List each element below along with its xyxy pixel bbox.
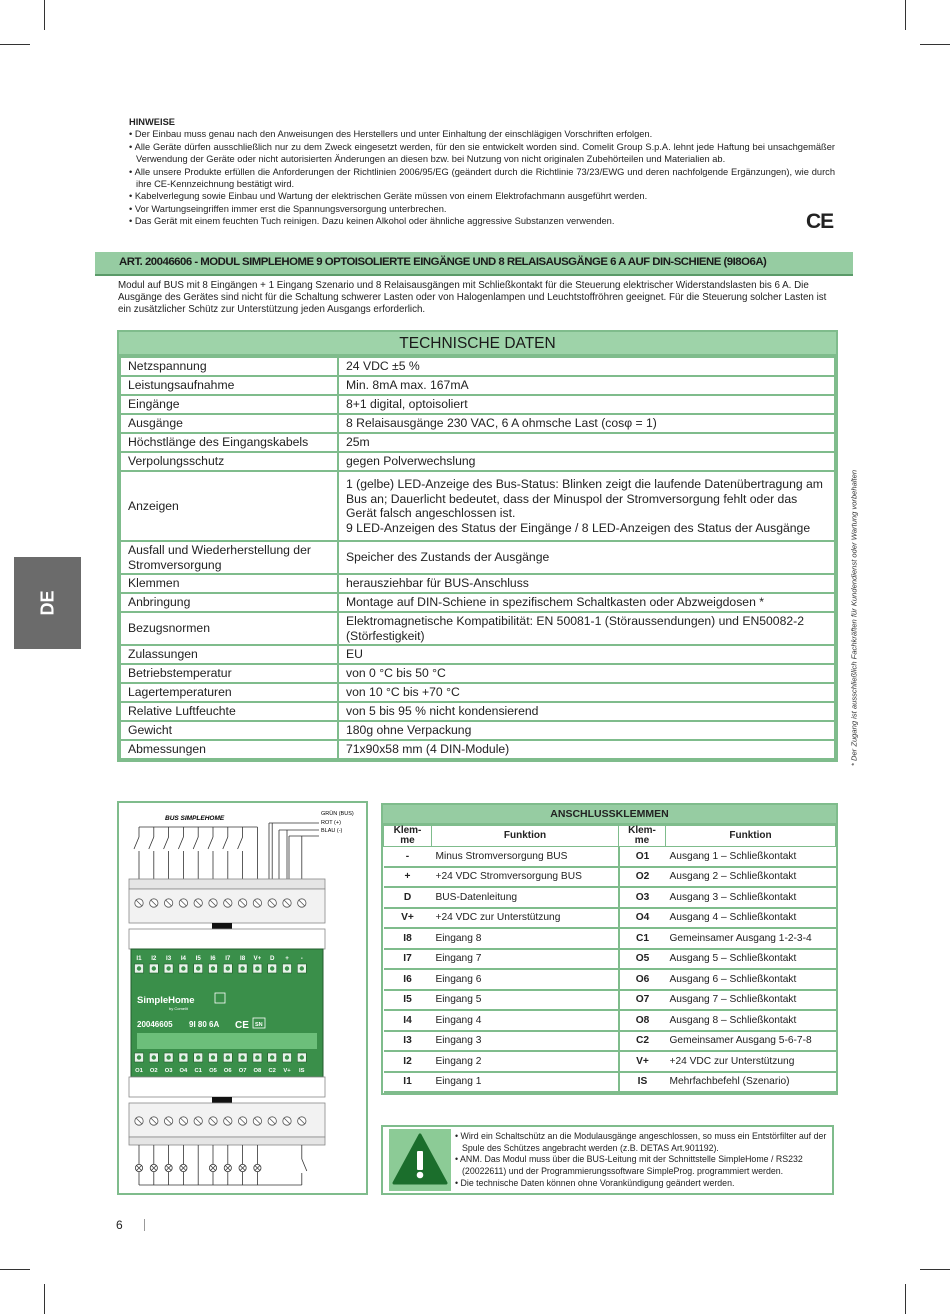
notes-section xyxy=(129,116,835,228)
terminal-label-top: - xyxy=(300,955,303,962)
terminal-code: O2 xyxy=(619,867,666,888)
notes-list xyxy=(129,128,835,227)
terminal-code: I3 xyxy=(384,1031,432,1052)
terminal-function: Ausgang 7 – Schließkontakt xyxy=(666,990,836,1011)
din-clip-bottom xyxy=(212,1097,232,1103)
terminal-code: O1 xyxy=(619,847,666,867)
tech-row xyxy=(120,471,835,541)
warning-item: • Wird ein Schaltschütz an die Modulausgänge angeschlossen, so muss ein Entstörfilter auf der Spule des Schützes angebracht werden (z.B. DETAS Art.901192). xyxy=(455,1131,827,1154)
note-item: • Kabelverlegung sowie Einbau und Wartung der elektrischen Geräte müssen von einem Elektrofachmann ausgeführt werden. xyxy=(129,190,835,202)
terminal-label-top: I8 xyxy=(240,955,246,962)
terminal-function: Ausgang 5 – Schließkontakt xyxy=(666,949,836,970)
side-note xyxy=(848,457,859,779)
terminal-function: +24 VDC zur Unterstützung xyxy=(432,908,619,929)
terminal-row xyxy=(384,1031,836,1052)
module-top-housing xyxy=(129,929,325,949)
tech-row xyxy=(120,664,835,683)
tech-row xyxy=(120,593,835,612)
terminal-led-dot xyxy=(211,966,215,970)
terminal-label-top: I6 xyxy=(210,955,216,962)
terminal-led-dot xyxy=(255,966,259,970)
crop-mark xyxy=(905,1284,906,1314)
article-title: ART. 20046606 - MODUL SIMPLEHOME 9 OPTOISOLIERTE EINGÄNGE UND 8 RELAISAUSGÄNGE 6 A AUF DIN-SCHIENE (9I8O6A) xyxy=(119,256,767,268)
terminal-row xyxy=(384,928,836,949)
terminal-code: C2 xyxy=(619,1031,666,1052)
tech-key: Ausgänge xyxy=(120,414,338,433)
terminal-function: Eingang 6 xyxy=(432,969,619,990)
terminal-led-dot xyxy=(181,1055,185,1059)
warning-item: • ANM. Das Modul muss über die BUS-Leitung mit der Schnittstelle SimpleHome / RS232 (20022611) und der Programmierungssoftware SimpleProg. programmiert werden. xyxy=(455,1154,827,1177)
page-separator xyxy=(144,1219,145,1231)
module-bottom-housing xyxy=(129,1077,325,1097)
terminal-led-dot xyxy=(300,966,304,970)
terminal-led-dot xyxy=(152,966,156,970)
input-switch xyxy=(223,837,228,849)
module-brand-sub: by Comelit xyxy=(169,1006,188,1011)
terminal-led-dot xyxy=(285,966,289,970)
tech-table xyxy=(119,356,836,760)
input-switch xyxy=(193,837,198,849)
terminal-label-top: I4 xyxy=(180,955,186,962)
terminal-code: O8 xyxy=(619,1010,666,1031)
terminal-label-bottom: V+ xyxy=(283,1068,291,1074)
crop-mark xyxy=(44,1284,45,1314)
terminal-code: O4 xyxy=(619,908,666,929)
input-switches xyxy=(134,823,302,879)
terminal-label-bottom: O8 xyxy=(253,1068,262,1074)
terminal-heading: ANSCHLUSSKLEMMEN xyxy=(383,805,836,825)
terminal-code: O5 xyxy=(619,949,666,970)
terminal-label-bottom: O7 xyxy=(238,1068,247,1074)
tech-row xyxy=(120,433,835,452)
input-switch xyxy=(134,837,139,849)
bus-wires xyxy=(269,823,319,888)
terminal-label-top: I7 xyxy=(225,955,231,962)
tech-value: gegen Polverwechslung xyxy=(338,452,835,471)
terminal-code: V+ xyxy=(384,908,432,929)
module-label-strip xyxy=(137,1033,317,1049)
tech-row xyxy=(120,612,835,645)
terminal-code: I5 xyxy=(384,990,432,1011)
terminal-grid xyxy=(383,825,836,1093)
tech-row xyxy=(120,541,835,574)
terminal-function: Minus Stromversorgung BUS xyxy=(432,847,619,867)
terminal-row xyxy=(384,867,836,888)
terminal-led-dot xyxy=(240,1055,244,1059)
module-bottom-rail xyxy=(129,1137,325,1145)
terminal-function: Eingang 8 xyxy=(432,928,619,949)
tech-key: Eingänge xyxy=(120,395,338,414)
input-switch xyxy=(238,837,243,849)
warning-box xyxy=(381,1125,834,1195)
terminal-led-dot xyxy=(181,966,185,970)
scenario-switch xyxy=(302,1159,307,1171)
tech-value: von 5 bis 95 % nicht kondensierend xyxy=(338,702,835,721)
tech-value: herausziehbar für BUS-Anschluss xyxy=(338,574,835,593)
tech-value: Montage auf DIN-Schiene in spezifischem Schaltkasten oder Abzweigdosen * xyxy=(338,593,835,612)
terminal-led-dot xyxy=(226,966,230,970)
terminal-function: Eingang 3 xyxy=(432,1031,619,1052)
tech-value: 25m xyxy=(338,433,835,452)
notes-title: HINWEISE xyxy=(129,117,175,127)
terminal-code: V+ xyxy=(619,1051,666,1072)
terminal-code: O3 xyxy=(619,887,666,908)
technical-data-table xyxy=(117,330,838,762)
language-tab-label: DE xyxy=(37,590,57,616)
terminal-led-dot xyxy=(300,1055,304,1059)
output-loads xyxy=(135,1145,306,1185)
terminal-code: I7 xyxy=(384,949,432,970)
terminal-row xyxy=(384,847,836,867)
terminal-label-bottom: O1 xyxy=(135,1068,143,1074)
col-terminal: Klem-me xyxy=(619,826,666,847)
terminal-label-bottom: C1 xyxy=(194,1068,202,1074)
terminal-row xyxy=(384,908,836,929)
terminal-label-bottom: O2 xyxy=(149,1068,158,1074)
tech-row xyxy=(120,721,835,740)
terminal-label-top: D xyxy=(269,955,275,962)
tech-key: Ausfall und Wiederherstellung der Stromversorgung xyxy=(120,541,338,574)
tech-key: Zulassungen xyxy=(120,645,338,664)
col-function: Funktion xyxy=(432,826,619,847)
tech-key: Lagertemperaturen xyxy=(120,683,338,702)
tech-row xyxy=(120,645,835,664)
terminal-code: O7 xyxy=(619,990,666,1011)
crop-mark xyxy=(0,44,30,45)
terminal-led-dot xyxy=(196,966,200,970)
col-function: Funktion xyxy=(666,826,836,847)
terminal-function: Eingang 2 xyxy=(432,1051,619,1072)
terminal-function: Gemeinsamer Ausgang 5-6-7-8 xyxy=(666,1031,836,1052)
terminal-led-dot xyxy=(255,1055,259,1059)
module-ce-icon: CE xyxy=(235,1020,249,1031)
terminal-label-bottom: IS xyxy=(299,1068,305,1074)
warning-icon xyxy=(389,1129,451,1191)
terminal-code: I6 xyxy=(384,969,432,990)
terminal-led-dot xyxy=(270,966,274,970)
note-item: • Das Gerät mit einem feuchten Tuch reinigen. Dazu keinen Alkohol oder ähnliche aggressive Substanzen verwenden. xyxy=(129,215,835,227)
tech-key: Netzspannung xyxy=(120,357,338,376)
crop-mark xyxy=(905,0,906,30)
terminal-function: Mehrfachbefehl (Szenario) xyxy=(666,1072,836,1093)
terminal-function: Ausgang 2 – Schließkontakt xyxy=(666,867,836,888)
terminal-code: I1 xyxy=(384,1072,432,1093)
tech-key: Anbringung xyxy=(120,593,338,612)
tech-value: Min. 8mA max. 167mA xyxy=(338,376,835,395)
side-note-text: * Der Zugang ist ausschließlich Fachkräften für Kundendienst oder Wartung vorbehalten xyxy=(849,469,858,767)
col-terminal: Klem-me xyxy=(384,826,432,847)
terminal-function: Ausgang 3 – Schließkontakt xyxy=(666,887,836,908)
terminal-row xyxy=(384,887,836,908)
terminal-function: +24 VDC zur Unterstützung xyxy=(666,1051,836,1072)
terminal-function: Eingang 4 xyxy=(432,1010,619,1031)
tech-value: 8+1 digital, optoisoliert xyxy=(338,395,835,414)
terminal-function: Ausgang 6 – Schließkontakt xyxy=(666,969,836,990)
bus-label: BUS SIMPLEHOME xyxy=(165,815,225,822)
terminal-led-dot xyxy=(137,966,141,970)
terminal-row xyxy=(384,969,836,990)
terminal-function: Eingang 7 xyxy=(432,949,619,970)
tech-row xyxy=(120,357,835,376)
tech-row xyxy=(120,683,835,702)
terminal-function: Eingang 5 xyxy=(432,990,619,1011)
crop-mark xyxy=(44,0,45,30)
module-top-rail xyxy=(129,879,325,889)
terminal-function: Gemeinsamer Ausgang 1-2-3-4 xyxy=(666,928,836,949)
warning-item: • Die technische Daten können ohne Vorankündigung geändert werden. xyxy=(455,1178,827,1190)
module-code: 20046605 xyxy=(137,1020,173,1029)
tech-value: von 10 °C bis +70 °C xyxy=(338,683,835,702)
terminal-label-top: V+ xyxy=(253,955,262,962)
tech-row xyxy=(120,574,835,593)
tech-key: Abmessungen xyxy=(120,740,338,759)
tech-row xyxy=(120,740,835,759)
input-switch xyxy=(164,837,169,849)
crop-mark xyxy=(920,1269,950,1270)
input-switch xyxy=(178,837,183,849)
ce-mark-icon: CE xyxy=(806,210,834,233)
terminal-row xyxy=(384,1072,836,1093)
din-clip-top xyxy=(212,923,232,929)
terminal-label-top: I5 xyxy=(195,955,201,962)
terminal-code: - xyxy=(384,847,432,867)
terminal-label-bottom: O4 xyxy=(179,1068,188,1074)
page-number: 6 xyxy=(116,1218,123,1232)
tech-row xyxy=(120,395,835,414)
terminal-code: + xyxy=(384,867,432,888)
terminal-row xyxy=(384,990,836,1011)
terminal-label-bottom: O6 xyxy=(223,1068,232,1074)
tech-value: 1 (gelbe) LED-Anzeige des Bus-Status: Blinken zeigt die laufende Datenübertragung am Bus an; Dauerlicht bedeutet, dass der Minuspol der Stromversorgung fehlt oder das Gerät falsch angeschlossen ist. 9 LED-Anzeigen des Status der Eingänge / 8 LED-Anzeigen des Status der Ausgänge xyxy=(338,471,835,541)
tech-value: 180g ohne Verpackung xyxy=(338,721,835,740)
tech-row xyxy=(120,452,835,471)
tech-key: Betriebstemperatur xyxy=(120,664,338,683)
technical-data-heading: TECHNISCHE DATEN xyxy=(119,332,836,356)
crop-mark xyxy=(920,44,950,45)
warning-list xyxy=(455,1131,827,1190)
wire-label: GRÜN (BUS) xyxy=(321,811,354,817)
terminal-label-top: I2 xyxy=(151,955,157,962)
module-model: 9I 80 6A xyxy=(189,1020,220,1029)
terminal-label-bottom: O5 xyxy=(209,1068,217,1074)
terminal-function: Ausgang 4 – Schließkontakt xyxy=(666,908,836,929)
terminal-led-dot xyxy=(166,966,170,970)
module-brand: SimpleHome xyxy=(137,995,195,1006)
note-item: • Der Einbau muss genau nach den Anweisungen des Herstellers und unter Einhaltung der einschlägigen Vorschriften erfolgen. xyxy=(129,128,835,140)
wire-label: BLAU (-) xyxy=(321,828,343,834)
terminal-row xyxy=(384,949,836,970)
terminal-led-dot xyxy=(152,1055,156,1059)
input-switch xyxy=(208,837,213,849)
note-item: • Vor Wartungseingriffen immer erst die Spannungsversorgung unterbrechen. xyxy=(129,203,835,215)
tech-value: Elektromagnetische Kompatibilität: EN 50081-1 (Störaussendungen) und EN50082-2 (Störfestigkeit) xyxy=(338,612,835,645)
article-title-bar xyxy=(95,252,853,276)
terminal-code: I8 xyxy=(384,928,432,949)
terminal-code: O6 xyxy=(619,969,666,990)
tech-value: 8 Relaisausgänge 230 VAC, 6 A ohmsche Last (cosφ = 1) xyxy=(338,414,835,433)
terminal-led-dot xyxy=(240,966,244,970)
terminal-led-dot xyxy=(270,1055,274,1059)
terminal-function: Ausgang 1 – Schließkontakt xyxy=(666,847,836,867)
terminal-code: IS xyxy=(619,1072,666,1093)
tech-value: 24 VDC ±5 % xyxy=(338,357,835,376)
terminal-led-dot xyxy=(166,1055,170,1059)
terminal-row xyxy=(384,1010,836,1031)
wiring-diagram xyxy=(117,801,368,1195)
terminal-function: Ausgang 8 – Schließkontakt xyxy=(666,1010,836,1031)
intro-text: Modul auf BUS mit 8 Eingängen + 1 Eingang Szenario und 8 Relaisausgängen mit Schließkontakt für die Steuerung elektrischer Widerstandslasten bis 6 A. Die Ausgänge des Gerätes sind nicht für die Schaltung schwerer Lasten oder von Halogenlampen und Leuchtstoffröhren geeignet. Für die Steuerung solcher Lasten ist ein zusätzlicher Schütz zur Unterstützung jeden Ausgangs erforderlich. xyxy=(118,280,827,316)
language-tab xyxy=(14,557,81,649)
terminal-function: Eingang 1 xyxy=(432,1072,619,1093)
terminal-function: +24 VDC Stromversorgung BUS xyxy=(432,867,619,888)
tech-key: Verpolungsschutz xyxy=(120,452,338,471)
tech-key: Anzeigen xyxy=(120,471,338,541)
terminal-led-dot xyxy=(196,1055,200,1059)
tech-key: Bezugsnormen xyxy=(120,612,338,645)
terminal-code: D xyxy=(384,887,432,908)
tech-key: Leistungsaufnahme xyxy=(120,376,338,395)
terminal-function: BUS-Datenleitung xyxy=(432,887,619,908)
terminal-label-top: I3 xyxy=(166,955,172,962)
terminal-code: I4 xyxy=(384,1010,432,1031)
terminal-label-bottom: O3 xyxy=(164,1068,173,1074)
tech-key: Gewicht xyxy=(120,721,338,740)
tech-key: Relative Luftfeuchte xyxy=(120,702,338,721)
terminal-led-dot xyxy=(226,1055,230,1059)
tech-key: Höchstlänge des Eingangskabels xyxy=(120,433,338,452)
terminal-led-dot xyxy=(211,1055,215,1059)
terminal-row xyxy=(384,1051,836,1072)
terminal-label-bottom: C2 xyxy=(268,1068,276,1074)
terminal-table xyxy=(381,803,838,1095)
input-switch xyxy=(149,837,154,849)
terminal-code: C1 xyxy=(619,928,666,949)
terminal-led-dot xyxy=(137,1055,141,1059)
tech-value: Speicher des Zustands der Ausgänge xyxy=(338,541,835,574)
tech-value: von 0 °C bis 50 °C xyxy=(338,664,835,683)
tech-value: 71x90x58 mm (4 DIN-Module) xyxy=(338,740,835,759)
tech-key: Klemmen xyxy=(120,574,338,593)
note-item: • Alle Geräte dürfen ausschließlich nur zu dem Zweck eingesetzt werden, für den sie entwickelt worden sind. Comelit Group S.p.A. lehnt jede Haftung bei unsachgemäßer Verwendung der Geräte oder nicht autorisierten Änderungen an diesen bzw. bei Nutzung von nicht originalen Zubehörteilen und Materialien ab. xyxy=(129,141,835,166)
tech-row xyxy=(120,376,835,395)
terminal-label-top: I1 xyxy=(136,955,142,962)
wiring-svg xyxy=(119,803,366,1193)
tech-row xyxy=(120,414,835,433)
wire-label: ROT (+) xyxy=(321,820,341,826)
note-item: • Alle unsere Produkte erfüllen die Anforderungen der Richtlinien 2006/95/EG (geändert durch die Richtlinie 73/23/EWG und deren nachfolgende Ergänzungen), wie durch ihre CE-Kennzeichnung bestätigt wird. xyxy=(129,166,835,191)
tech-row xyxy=(120,702,835,721)
terminal-label-top: + xyxy=(285,955,289,962)
tech-value: EU xyxy=(338,645,835,664)
module-sn: SN xyxy=(255,1022,263,1028)
terminal-code: I2 xyxy=(384,1051,432,1072)
crop-mark xyxy=(0,1269,30,1270)
terminal-led-dot xyxy=(285,1055,289,1059)
